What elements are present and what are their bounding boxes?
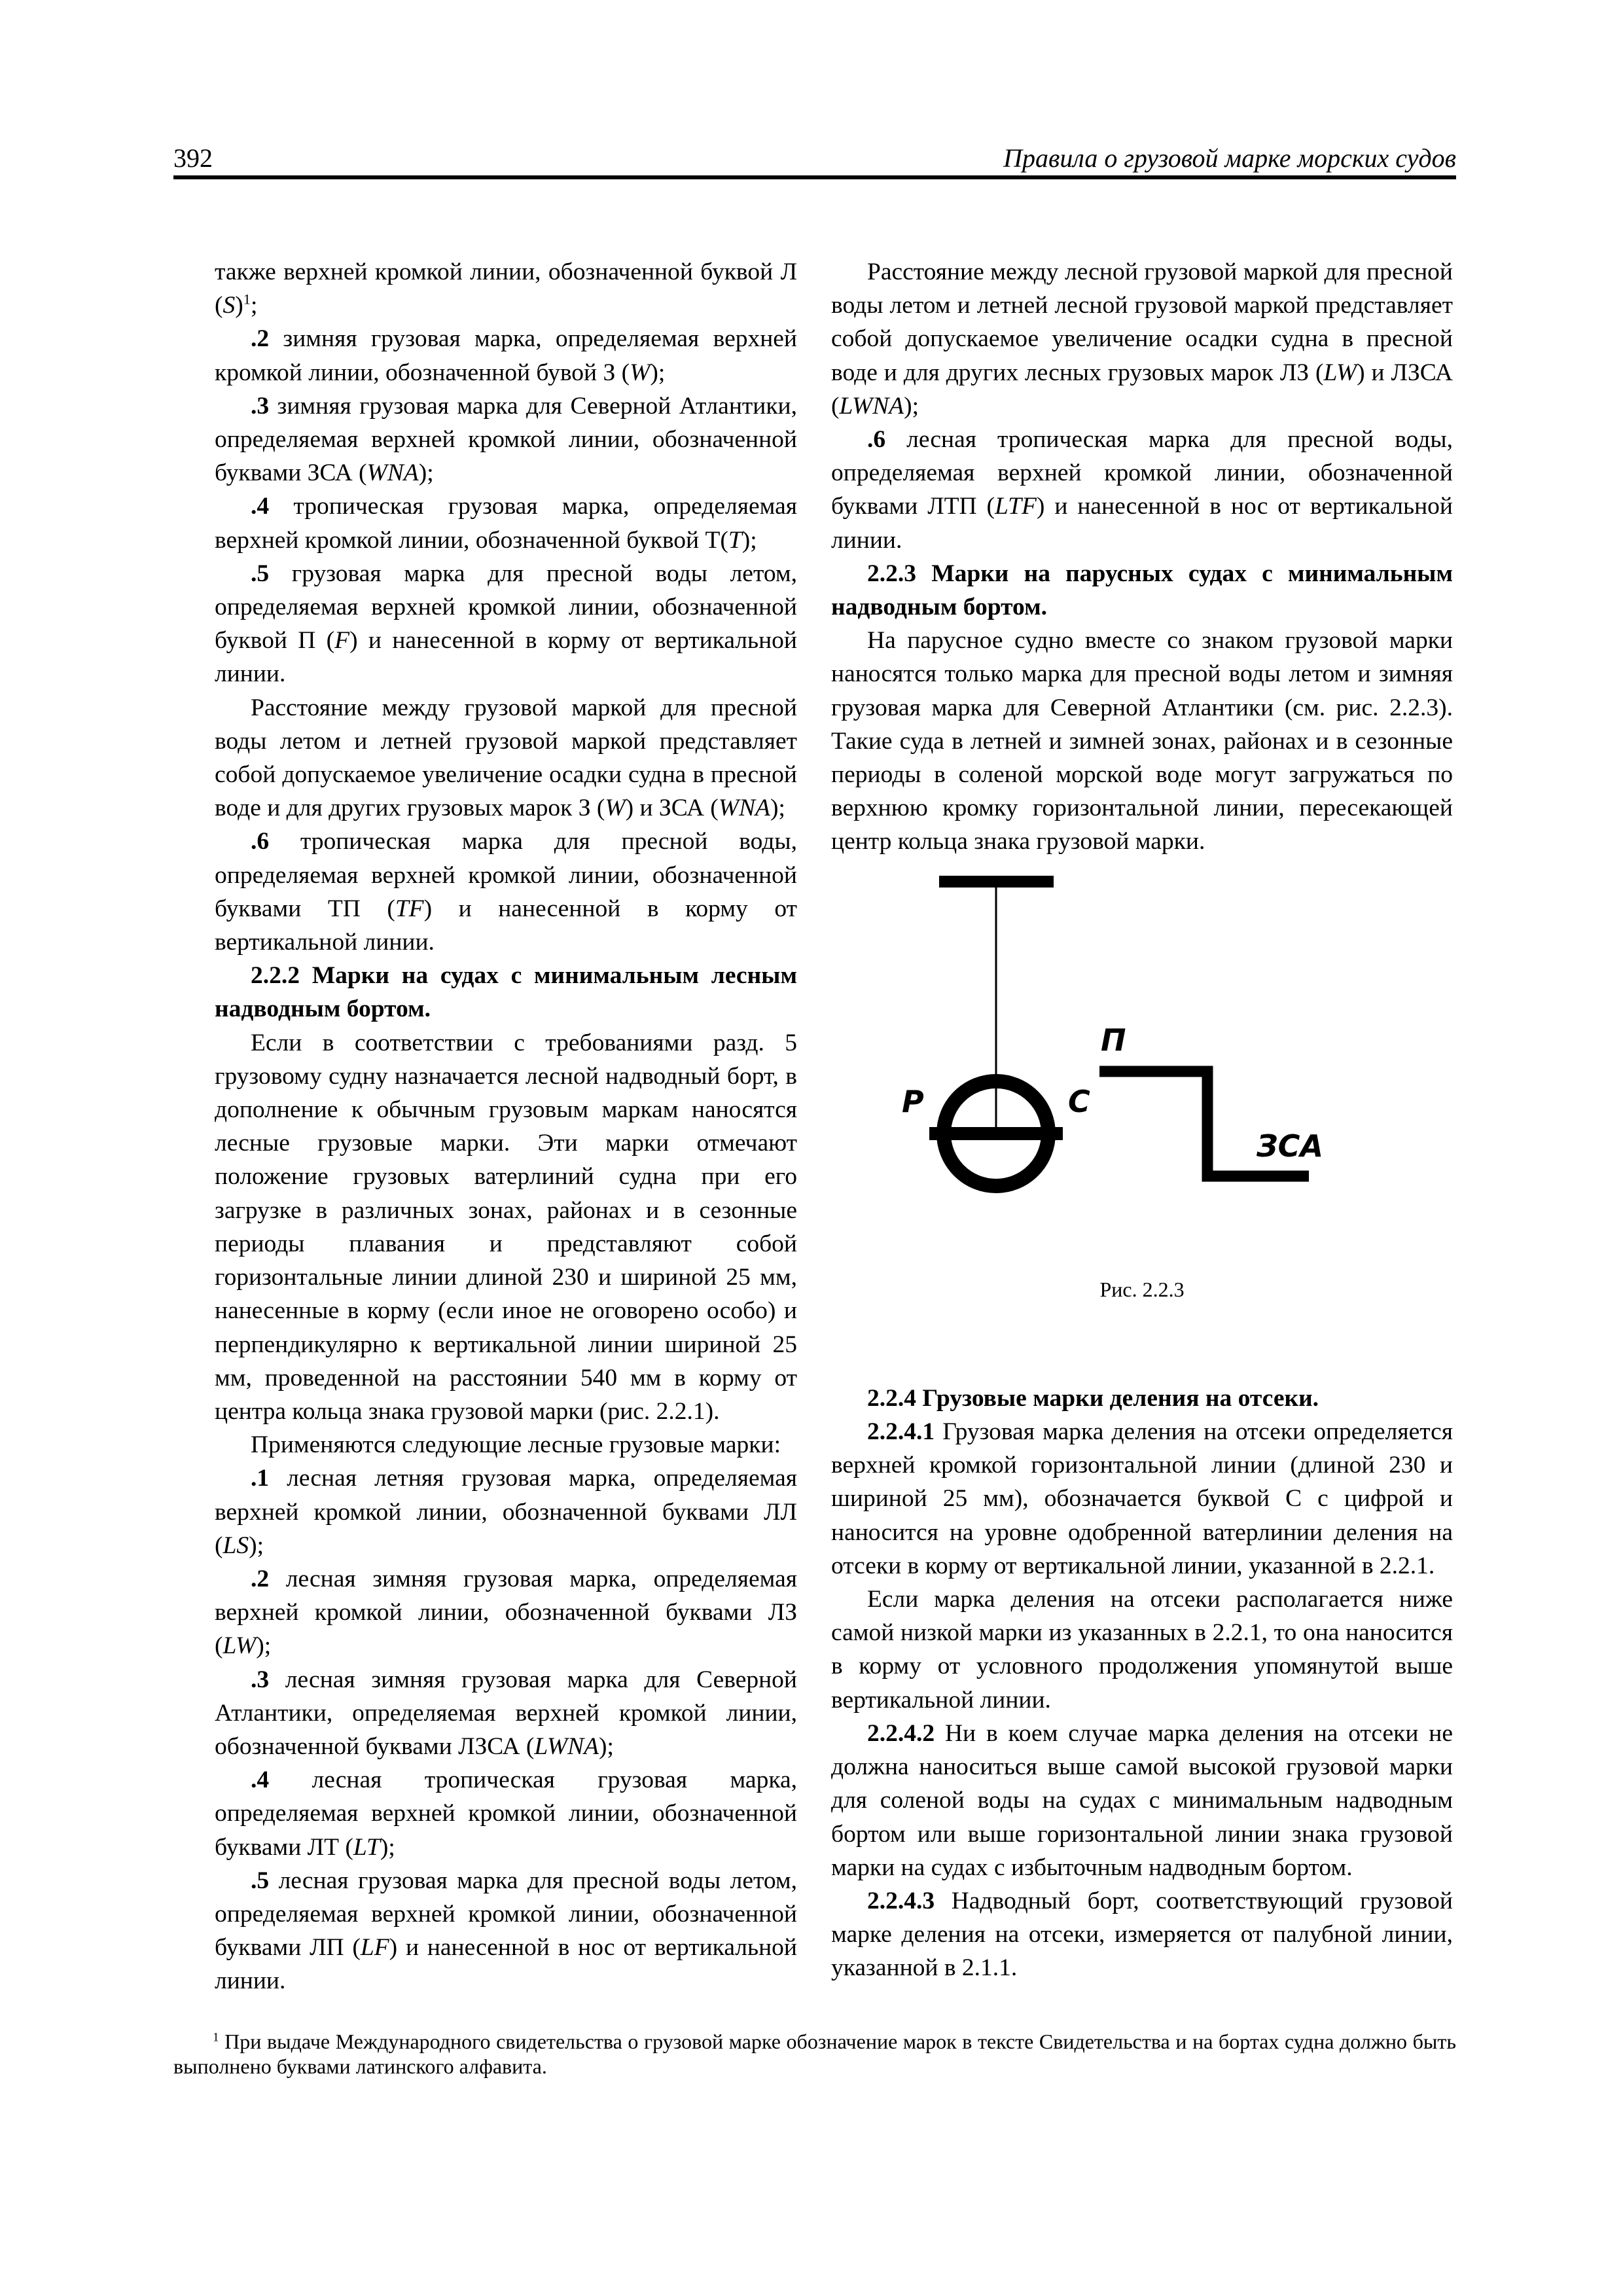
right-column	[831, 255, 1453, 1985]
list-item: .6 лесная тропическая марка для пресной воды, определяемая верхней кромкой линии, обозначенной буквами ЛТП (LTF) и нанесенной в нос от вертикальной линии.	[831, 426, 1453, 554]
paragraph: 2.2.4.3 Надводный борт, соответствующий грузовой марке деления на отсеки, измеряется от палубной линии, указанной в 2.1.1.	[831, 1887, 1453, 1982]
list-item: .5 лесная грузовая марка для пресной воды летом, определяемая верхней кромкой линии, обозначенной буквами ЛП (LF) и нанесенной в нос от вертикальной линии.	[215, 1867, 797, 1995]
paragraph: также верхней кромкой линии, обозначенной буквой Л $(S)^1$;	[215, 259, 797, 319]
section-heading-2-2-4: 2.2.4 Грузовые марки деления на отсеки.	[867, 1384, 1319, 1412]
list-item: .4 лесная тропическая грузовая марка, определяемая верхней кромкой линии, обозначенной буквами ЛТ (LT);	[215, 1767, 797, 1861]
label-r: Р	[902, 1083, 924, 1119]
header-rule	[173, 175, 1456, 179]
list-item: .2 зимняя грузовая марка, определяемая верхней кромкой линии, обозначенной бувой З (W);	[215, 325, 797, 386]
label-zsa: ЗСА	[1257, 1128, 1324, 1164]
footnote-mark: 1	[213, 2030, 219, 2045]
list-item: .2 лесная зимняя грузовая марка, определяемая верхней кромкой линии, обозначенной буквами ЛЗ (LW);	[215, 1565, 797, 1660]
list-item: .6 тропическая марка для пресной воды, определяемая верхней кромкой линии, обозначенной буквами ТП (TF) и нанесенной в корму от вертикальной линии.	[215, 828, 797, 956]
page-number: 392	[173, 143, 213, 173]
paragraph: Если в соответствии с требованиями разд. 5 грузовому судну назначается лесной надводный борт, в дополнение к обычным грузовым маркам наносятся лесные грузовые марки. Эти марки отмечают положение грузовых ватерлиний судна при его загрузке в различных зонах, районах и в сезонные периоды плавания и представляют собой горизонтальные линии длиной 230 и шириной 25 мм, нанесенные в корму (если иное не оговорено особо) и перпендикулярно к вертикальной линии шириной 25 мм, проведенной на расстоянии 540 мм в корму от центра кольца знака грузовой марки (рис. 2.2.1).	[215, 1029, 797, 1425]
paragraph: 2.2.4.1 Грузовая марка деления на отсеки определяется верхней кромкой горизонтальной линии (длиной 230 и шириной 25 мм), обозначается буквой С с цифрой и наносится на уровне одобренной ватерлинии деления на отсеки в корму от вертикальной линии, указанной в 2.2.1.	[831, 1418, 1453, 1579]
list-item: .5 грузовая марка для пресной воды летом, определяемая верхней кромкой линии, обозначенной буквой П (F) и нанесенной в корму от вертикальной линии.	[215, 560, 797, 688]
footnote-text: $^1$ При выдаче Международного свидетельства о грузовой марке обозначение марок в тексте Свидетельства и на бортах судна должно быть выполнено буквами латинского алфавита.	[173, 2030, 1456, 2078]
paragraph: Если марка деления на отсеки располагается ниже самой низкой марки из указанных в 2.2.1, то она наносится в корму от условного продолжения упомянутой выше вертикальной линии.	[831, 1586, 1453, 1713]
list-item: .3 зимняя грузовая марка для Северной Атлантики, определяемая верхней кромкой линии, обозначенной буквами ЗСА (WNA);	[215, 392, 797, 487]
list-item: .1 лесная летняя грузовая марка, определяемая верхней кромкой линии, обозначенной буквами ЛЛ (LS);	[215, 1465, 797, 1559]
section-heading-2-2-3: 2.2.3 Марки на парусных судах с минимальным надводным бортом.	[831, 560, 1453, 621]
paragraph: На парусное судно вместе со знаком грузовой марки наносятся только марка для пресной воды летом и зимняя грузовая марка для Северной Атлантики (см. рис. 2.2.3). Такие суда в летней и зимней зонах, районах и в сезонные периоды в соленой морской воде могут загружаться по верхнюю кромку горизонтальной линии, пересекающей центр кольца знака грузовой марки.	[831, 627, 1453, 855]
list-item: .3 лесная зимняя грузовая марка для Северной Атлантики, определяемая верхней кромкой линии, обозначенной буквами ЛЗСА (LWNA);	[215, 1666, 797, 1760]
running-title: Правила о грузовой марке морских судов	[1003, 143, 1456, 173]
list-item: .4 тропическая грузовая марка, определяемая верхней кромкой линии, обозначенной буквой Т(T);	[215, 493, 797, 554]
label-s: С	[1068, 1083, 1090, 1119]
figure-caption: Рис. 2.2.3	[1099, 1277, 1185, 1301]
paragraph: 2.2.4.2 Ни в коем случае марка деления на отсеки не должна наноситься выше самой высокой грузовой марки для соленой воды на судах с минимальным надводным бортом или выше горизонтальной линии знака грузовой марки на судах с избыточным надводным бортом.	[831, 1719, 1453, 1881]
load-line-figure	[831, 875, 1453, 1268]
left-column	[215, 255, 797, 1998]
paragraph: Расстояние между лесной грузовой маркой для пресной воды летом и летней лесной грузовой маркой представляет собой допускаемое увеличение осадки судна в пресной воде и для других лесных грузовых марок ЛЗ (LW) и ЛЗСА (LWNA);	[831, 259, 1453, 420]
paragraph: Применяются следующие лесные грузовые марки:	[251, 1431, 781, 1459]
section-heading-2-2-2: 2.2.2 Марки на судах с минимальным лесным надводным бортом.	[215, 962, 797, 1023]
footnote-ref: 1	[243, 291, 251, 308]
paragraph: Расстояние между грузовой маркой для пресной воды летом и летней грузовой маркой представляет собой допускаемое увеличение осадки судна в пресной воде и для других грузовых марок З (W) и ЗСА (WNA);	[215, 694, 797, 822]
load-line-diagram	[831, 875, 1453, 1268]
footnote	[173, 2029, 1456, 2079]
label-p: П	[1101, 1022, 1126, 1058]
